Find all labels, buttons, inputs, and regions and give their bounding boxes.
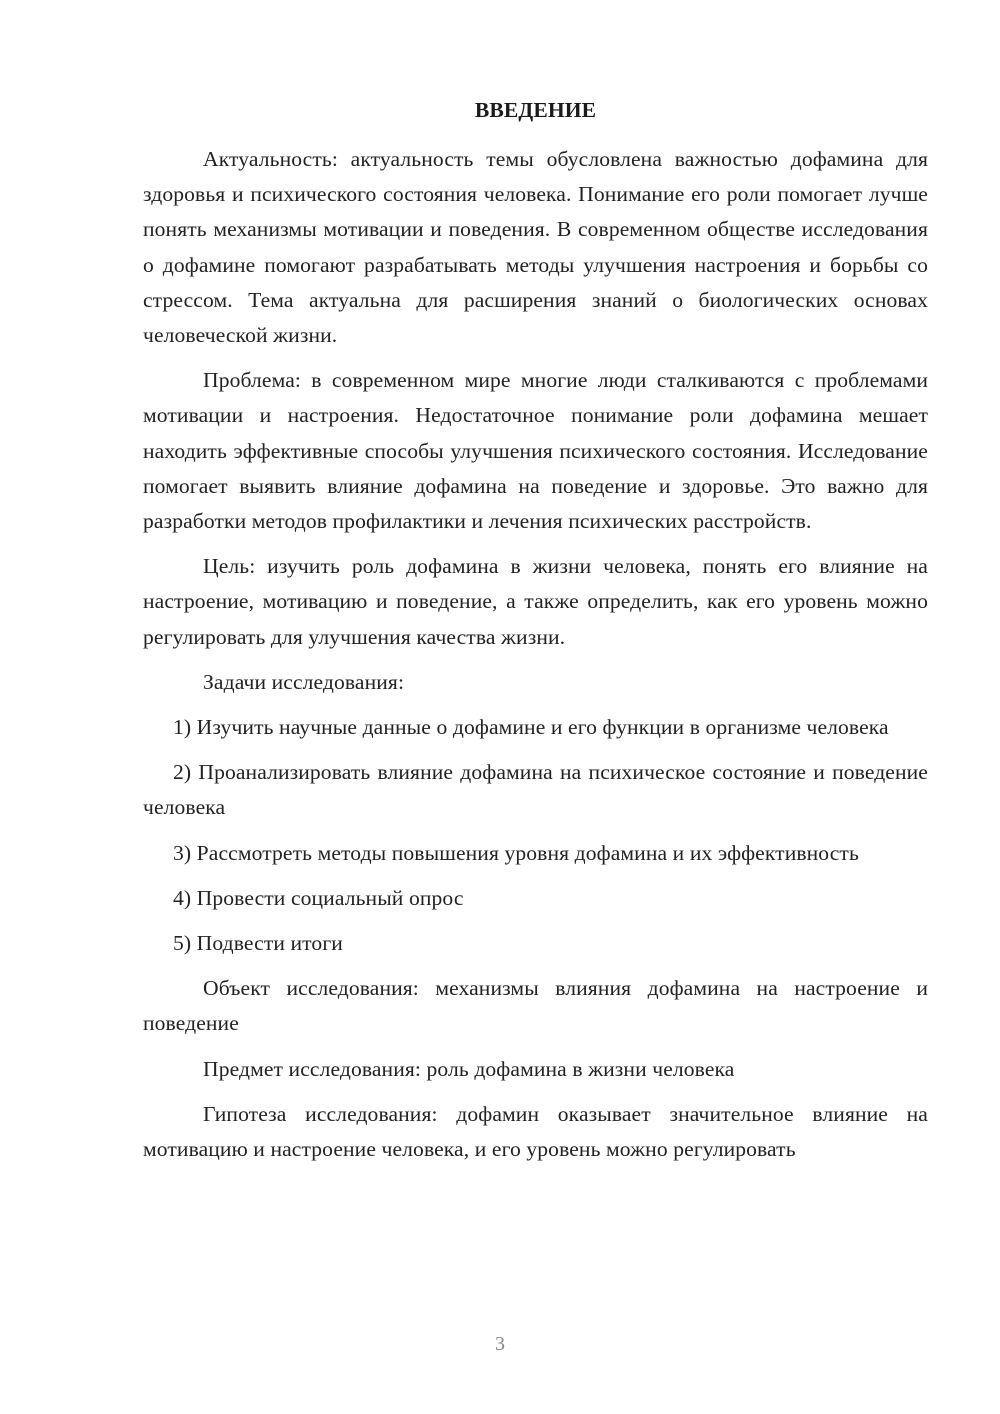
relevance-paragraph: Актуальность: актуальность темы обусловлена важностью дофамина для здоровья и психического состояния человека. Понимание его роли помогает лучше понять механизмы мотивации и поведения. В современном обществе исследования о дофамине помогают разрабатывать методы улучшения настроения и борьбы со стрессом. Тема актуальна для расширения знаний о биологических основах человеческой жизни.	[143, 147, 928, 348]
subject-paragraph: Предмет исследования: роль дофамина в жизни человека	[203, 1056, 735, 1081]
problem-paragraph: Проблема: в современном мире многие люди сталкиваются с проблемами мотивации и настроения. Недостаточное понимание роли дофамина мешает находить эффективные способы улучшения психического состояния. Исследование помогает выявить влияние дофамина на поведение и здоровье. Это важно для разработки методов профилактики и лечения психических расстройств.	[143, 368, 928, 534]
section-title: ВВЕДЕНИЕ	[474, 98, 597, 122]
object-paragraph: Объект исследования: механизмы влияния дофамина на настроение и поведение	[143, 976, 928, 1036]
task-item-4: 4) Провести социальный опрос	[173, 885, 464, 910]
task-item-5: 5) Подвести итоги	[173, 931, 343, 956]
tasks-heading: Задачи исследования:	[203, 669, 405, 694]
task-item-3: 3) Рассмотреть методы повышения уровня дофамина и их эффективность	[173, 840, 859, 865]
task-item-1: 1) Изучить научные данные о дофамине и его функции в организме человека	[173, 715, 889, 740]
task-item-2: 2) Проанализировать влияние дофамина на психическое состояние и поведение человека	[143, 760, 928, 820]
document-page	[143, 93, 928, 1167]
hypothesis-paragraph: Гипотеза исследования: дофамин оказывает значительное влияние на мотивацию и настроение человека, и его уровень можно регулировать	[143, 1101, 928, 1162]
page-number: 3	[495, 1333, 505, 1355]
goal-paragraph: Цель: изучить роль дофамина в жизни человека, понять его влияние на настроение, мотивацию и поведение, а также определить, как его уровень можно регулировать для улучшения качества жизни.	[143, 554, 928, 649]
